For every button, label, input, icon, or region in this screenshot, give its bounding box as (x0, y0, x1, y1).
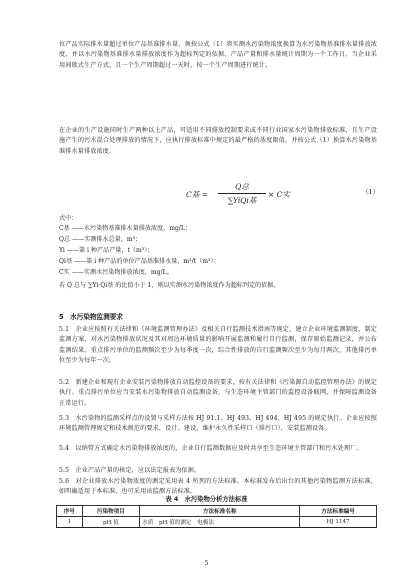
paragraph-intro: 位产品实际排水量超过单位产品基准排水量，须按公式（1）将实测水污染物浓度换算为水污染物基准排水量排放浓度，并以水污染物基准排水量排放浓度作为超标判定的依据。产品产量和排水量统计周期为一个工作日。当企业采用间歇式生产方式，且一个生产周期超过一天时，按一个生产周期进行统计。 (59, 41, 377, 69)
clause-5-2: 5.2 新建企业和现有企业安装污染物排放自动监控设备的要求，按有关法律和《污染源自动监控管理办法》的规定执行。重点排污单位应当安装水污染物排放自动监测设备，与生态环境主管部门的监控设备联网，并保障监测设备正常运行。 (59, 379, 377, 407)
ratio-note: 若 Q 总与 ∑Yi·Qi基 的比值小于 1，则以实测水污染物浓度作为超标判定的依据。 (59, 282, 280, 289)
formula-1 (186, 181, 296, 207)
formula-lhs: C基 = (186, 190, 208, 199)
header-method-number: 方法标准编号 (300, 506, 377, 517)
cell-method-number: HJ 1147 (300, 517, 377, 528)
formula-numerator: Q总 (235, 182, 249, 191)
definition-c-measured: C实 ——实测水污染物排放浓度，mg/L。 (59, 269, 173, 276)
section-heading: 5 水污染物监测要求 (59, 313, 123, 321)
paragraph-mixed-production: 在企业的生产设施同时生产两种以上产品，可适用不同排放控制要求或不同行业国家水污染物排放标准，且生产设施产生的污水混合处理排放的情况下，应执行排放标准中规定的最严格的浓度限值，并按公式（1）换算水污染物基准排水量排放浓度。 (59, 127, 377, 155)
formula-fraction-bar (218, 193, 266, 194)
equation-number: （1） (362, 188, 380, 196)
formula-denominator: ∑YiQi基 (227, 196, 257, 205)
header-index: 序号 (57, 506, 83, 517)
table-header-row (57, 506, 377, 517)
where-intro: 式中： (59, 215, 78, 222)
clause-5-1: 5.1 企业应按照有关法律和《环境监测管理办法》及相关自行监测技术指南等规定，建立企业环境监测制度，制定监测方案，对水污染物排放状况及其对周边环境质量的影响开展监测和履行自行监测，保存原始监测记录，并公布监测结果。重点排污单位的监测频次至少为每季度一次，综合性排放的自行监测频次至少为每月两次，其他排污单位至少为每年一次。 (59, 326, 377, 365)
formula-rhs: × C实 (268, 190, 290, 199)
header-method-name: 方法标准名称 (140, 506, 300, 517)
clause-5-3: 5.3 水污染物的监测采样点的设置与采样方法按 HJ 91.1、HJ 493、HJ 494、HJ 495 的规定执行。企业应按照环境监测管理规定和技术规范的要求，设计、建设、维护永久性采样口（排污口），安装监测设备。 (59, 415, 377, 433)
table-title: 表 4 水污染物分析方法标准 (165, 496, 248, 503)
clause-5-5: 5.5 企业产品产量的核定，应以法定报表为依据。 (59, 467, 201, 474)
definition-yi: Yi ——第 i 种产品产量，t（m³）； (59, 247, 154, 254)
definition-c-base: C基 ——水污染物基准排水量排放浓度，mg/L； (59, 225, 192, 232)
definition-qi-base: Qi基 ——第 i 种产品的单位产品基准排水量，m³/t（m³）； (59, 258, 220, 265)
cell-index: 1 (57, 517, 83, 528)
cell-method-name: 水质 pH 值的测定 电极法 (140, 517, 300, 528)
table-row (57, 517, 377, 528)
analysis-method-table (56, 505, 377, 528)
cell-pollutant: pH 值 (82, 517, 140, 528)
header-pollutant: 污染物项目 (82, 506, 140, 517)
clause-5-4: 5.4 以纳管方式确定水污染物排放浓度的，企业自行监测数据应及时共享至生态环境主管部门和污水处理厂。 (59, 445, 363, 452)
clause-5-6: 5.6 对企业排放水污染物浓度的测定采用表 4 所列的方法标准。本标准发布后出台的其他污染物监测方法标准，如明确适用于本标准，也可采用该监测方法标准。 (59, 478, 377, 496)
page-number: 5 (204, 560, 209, 567)
definition-q-total: Q总 ——实测排水总量，m³； (59, 236, 142, 243)
